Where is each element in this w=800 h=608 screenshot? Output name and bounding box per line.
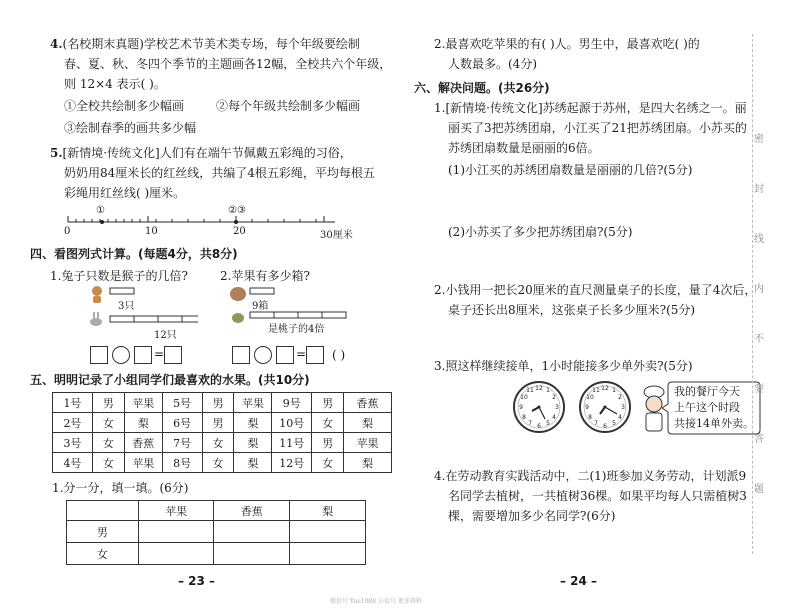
- q4-option-1: ①全校共绘制多少幅画: [64, 99, 185, 113]
- p4-line3: 棵，需要增加多少名同学?(6分): [448, 509, 616, 523]
- bubble-line-1: 我的餐厅今天: [674, 385, 740, 398]
- q1-small-label: 3只: [118, 301, 135, 312]
- table-row: 女: [67, 543, 366, 565]
- fill-cell[interactable]: [214, 521, 290, 543]
- monkey-rabbit-diagram: [88, 284, 198, 344]
- svg-text:9: 9: [585, 404, 589, 411]
- svg-text:3: 3: [555, 404, 559, 411]
- ruler-mark-23: ②③: [228, 205, 246, 216]
- fill-cell[interactable]: [138, 521, 214, 543]
- fill-cell[interactable]: [290, 543, 366, 565]
- svg-text:10: 10: [586, 394, 594, 401]
- ruler-mark-1: ①: [96, 205, 105, 216]
- margin-char: 答: [754, 434, 764, 445]
- p2-line1: 2.小钱用一把长20厘米的直尺测量桌子的长度，量了4次后，: [434, 283, 757, 297]
- ruler-tick-30: 30厘米: [320, 230, 353, 241]
- q2-answer-circle[interactable]: [254, 346, 272, 364]
- fruit-record-table: [52, 392, 392, 473]
- table-header-row: 苹果 香蕉 梨: [67, 501, 366, 521]
- table-row: 3号 女 香蕉 7号 女 梨 11号 男 苹果: [53, 433, 392, 453]
- q1-answer-box-1[interactable]: [90, 346, 108, 364]
- p4-line2: 名同学去植树，一共植树36棵。如果平均每人只需植树3: [448, 489, 747, 503]
- section4-q2: 2.苹果有多少箱?: [220, 269, 310, 283]
- q2-answer-box-1[interactable]: [232, 346, 250, 364]
- q1-answer-box-2[interactable]: [134, 346, 152, 364]
- p1-line2: 丽买了3把苏绣团扇，小江买了21把苏绣团扇。小苏买的: [448, 121, 747, 135]
- q4-option-2: ②每个年级共绘制多少幅画: [216, 99, 361, 113]
- svg-text:4: 4: [618, 414, 622, 421]
- q1-equals: =: [154, 347, 165, 361]
- svg-text:10: 10: [520, 394, 528, 401]
- ruler-tick-10: 10: [145, 226, 158, 237]
- svg-text:9: 9: [519, 404, 523, 411]
- fruit-fill-table: [66, 500, 366, 565]
- q1-answer-circle[interactable]: [112, 346, 130, 364]
- q1-answer-box-3[interactable]: [164, 346, 182, 364]
- p4-line1: 4.在劳动教育实践活动中，二(1)班参加义务劳动，计划派9: [434, 469, 747, 483]
- ruler-tick-20: 20: [233, 226, 246, 237]
- table-row: 4号 女 苹果 8号 女 梨 12号 女 梨: [53, 453, 392, 473]
- p1-line3: 苏绣团扇数量是丽丽的6倍。: [448, 141, 600, 155]
- q4-option-3: ③绘制春季的画共多少幅: [64, 121, 197, 135]
- svg-text:12: 12: [601, 385, 609, 392]
- q2-answer-box-3[interactable]: [306, 346, 324, 364]
- q2-line1: 2.最喜欢吃苹果的有( )人。男生中，最喜欢吃( )的: [434, 37, 700, 51]
- fill-cell[interactable]: [290, 521, 366, 543]
- svg-text:11: 11: [526, 387, 534, 394]
- q5-line2: 奶奶用84厘米长的红丝线，共编了4根五彩绳，平均每根五: [64, 166, 375, 180]
- q2-line2: 人数最多。(4分): [448, 57, 537, 71]
- footer-watermark: 微信号 Yue1088 公众号 更多资料: [330, 598, 422, 605]
- fill-cell[interactable]: [138, 543, 214, 565]
- q2-big-label: 是桃子的4倍: [268, 324, 325, 335]
- table-row: 男: [67, 521, 366, 543]
- fill-cell[interactable]: [214, 543, 290, 565]
- svg-text:12: 12: [535, 385, 543, 392]
- svg-text:8: 8: [588, 414, 592, 421]
- page-number-right: – 24 –: [560, 574, 598, 588]
- q2-answer-paren: ( ): [332, 348, 346, 362]
- margin-char: 线: [754, 234, 764, 245]
- svg-text:5: 5: [546, 420, 550, 427]
- section4-q1: 1.兔子只数是猴子的几倍?: [50, 269, 188, 283]
- margin-char: 密: [754, 134, 764, 145]
- p2-line2: 桌子还长出8厘米，这张桌子长多少厘米?(5分): [448, 303, 696, 317]
- q2-equals: =: [296, 347, 307, 361]
- svg-text:6: 6: [537, 423, 541, 430]
- margin-char: 封: [754, 184, 764, 195]
- p3-line1: 3.照这样继续接单，1小时能接多少单外卖?(5分): [434, 359, 693, 373]
- binding-line: [752, 34, 753, 554]
- clock-end-icon: [578, 380, 632, 434]
- section4-title: 四、看图列式计算。(每题4分，共8分): [30, 247, 238, 261]
- q4-line3: 则 12×4 表示( )。: [64, 77, 166, 91]
- svg-text:11: 11: [592, 387, 600, 394]
- svg-text:1: 1: [546, 387, 550, 394]
- bubble-line-3: 共接14单外卖。: [674, 417, 754, 430]
- svg-text:2: 2: [618, 394, 622, 401]
- margin-char: 内: [754, 284, 764, 295]
- q4-line2: 春、夏、秋、冬四个季节的主题画各12幅，全校共六个年级，: [64, 57, 392, 71]
- page-number-left: – 23 –: [178, 574, 216, 588]
- right-page: [400, 0, 800, 608]
- svg-text:3: 3: [621, 404, 625, 411]
- margin-char: 不: [754, 334, 764, 345]
- svg-text:8: 8: [522, 414, 526, 421]
- q4-line1: 4.(名校期末真题)学校艺术节美术类专场，每个年级要绘制: [50, 37, 360, 51]
- svg-text:5: 5: [612, 420, 616, 427]
- svg-text:6: 6: [603, 423, 607, 430]
- svg-text:4: 4: [552, 414, 556, 421]
- q2-small-label: 9箱: [252, 301, 269, 312]
- svg-text:7: 7: [528, 420, 532, 427]
- margin-char: 题: [754, 484, 764, 495]
- q5-line3: 彩绳用红丝线( )厘米。: [64, 186, 186, 200]
- q5-line1: 5.[新情境·传统文化]人们有在端午节佩戴五彩绳的习俗，: [50, 146, 352, 160]
- q1-big-label: 12只: [154, 330, 177, 341]
- svg-text:7: 7: [594, 420, 598, 427]
- p1-line1: 1.[新情境·传统文化]苏绣起源于苏州，是四大名绣之一。丽: [434, 101, 747, 115]
- svg-text:2: 2: [552, 394, 556, 401]
- section5-title: 五、明明记录了小组同学们最喜欢的水果。(共10分): [30, 373, 310, 387]
- svg-text:1: 1: [612, 387, 616, 394]
- p1-sub1: (1)小江买的苏绣团扇数量是丽丽的几倍?(5分): [448, 163, 693, 177]
- section6-title: 六、解决问题。(共26分): [414, 81, 550, 95]
- table-row: 2号 女 梨 6号 男 梨 10号 女 梨: [53, 413, 392, 433]
- q2-answer-box-2[interactable]: [276, 346, 294, 364]
- bubble-line-2: 上午这个时段: [674, 401, 740, 414]
- clock-start-icon: [512, 380, 566, 434]
- ruler-tick-0: 0: [64, 226, 71, 237]
- p1-sub2: (2)小苏买了多少把苏绣团扇?(5分): [448, 225, 633, 239]
- margin-char: 要: [754, 384, 764, 395]
- table-row: 1号 男 苹果 5号 男 苹果 9号 男 香蕉: [53, 393, 392, 413]
- section5-sub1: 1.分一分，填一填。(6分): [52, 481, 189, 495]
